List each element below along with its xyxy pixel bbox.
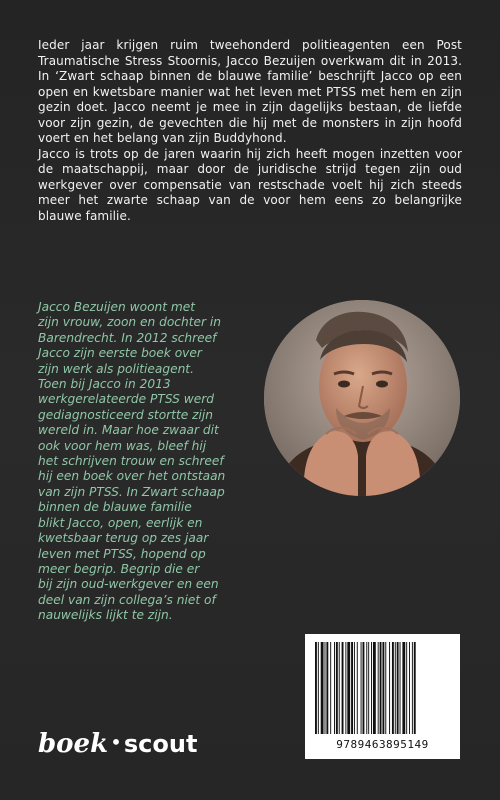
- barcode-bar: [380, 642, 382, 734]
- publisher-logo: [38, 727, 197, 759]
- blurb: [38, 38, 462, 224]
- barcode-bar: [412, 642, 413, 734]
- barcode-bar: [351, 642, 353, 734]
- bio-line: gediagnosticeerd stortte zijn: [38, 407, 213, 422]
- barcode-bar: [339, 642, 340, 734]
- barcode-bar: [414, 642, 416, 734]
- bio-line: deel van zijn collega’s niet of: [38, 592, 216, 607]
- bio-line: blikt Jacco, open, eerlijk en: [38, 515, 203, 530]
- bio-line: hij een boek over het ontstaan: [38, 469, 226, 484]
- barcode-bar: [357, 642, 358, 734]
- barcode-bar: [373, 642, 376, 734]
- barcode-bar: [345, 642, 346, 734]
- barcode-bar: [378, 642, 379, 734]
- barcode-bar: [354, 642, 355, 734]
- bio-line: wereld in. Maar hoe zwaar dit: [38, 423, 219, 438]
- barcode-bars: [315, 642, 450, 734]
- barcode-bar: [336, 642, 338, 734]
- barcode-bar: [342, 642, 344, 734]
- bio-line: zijn werk als politieagent.: [38, 361, 194, 376]
- barcode-bar: [363, 642, 365, 734]
- bio-line: ook voor hem was, bleef hij: [38, 438, 207, 453]
- barcode-bar: [389, 642, 390, 734]
- publisher-logo-part1: boek: [38, 729, 109, 759]
- blurb-paragraph-1: Ieder jaar krijgen ruim tweehonderd politieagenten een Post Traumatische Stress Stoornis, Jacco Bezuijen overkwam dit in 2013. In ‘Zwart schaap binnen de blauwe familie’ beschrijft Jacco op een open en kwetsbare manier wat het leven met PTSS met hem en zijn gezin doet. Jacco neemt je mee in zijn dagelijks bestaan, de liefde voor zijn gezin, de gevechten die hij met de monsters in zijn hoofd voert en het belang van zijn Buddyhond.: [38, 38, 462, 145]
- barcode-bar: [325, 642, 326, 734]
- blurb-paragraph-2: Jacco is trots op de jaren waarin hij zich heeft mogen inzetten voor de maatschappij, maar door de juridische strijd tegen zijn oud werkgever over compensatie van restschade voelt hij zich steeds meer het zwarte schaap van de voor hem eens zo belangrijke blauwe familie.: [38, 146, 462, 223]
- bio-line: Jacco zijn eerste boek over: [38, 346, 202, 361]
- bio-line: werkgerelateerde PTSS werd: [38, 392, 214, 407]
- barcode-bar: [315, 642, 317, 734]
- barcode-bar: [318, 642, 319, 734]
- publisher-logo-part2: scout: [123, 730, 198, 758]
- barcode-bar: [326, 642, 328, 734]
- barcode-bar: [361, 642, 362, 734]
- barcode-bar: [366, 642, 367, 734]
- barcode-bar: [406, 642, 407, 734]
- bio-line: van zijn PTSS. In Zwart schaap: [38, 484, 225, 499]
- barcode-bar: [334, 642, 335, 734]
- publisher-logo-dot: •: [110, 730, 122, 754]
- author-bio: [38, 300, 268, 624]
- bio-line: Barendrecht. In 2012 schreef: [38, 330, 217, 345]
- barcode-bar: [409, 642, 410, 734]
- bio-line: Jacco Bezuijen woont met: [38, 300, 196, 314]
- bio-line: zijn vrouw, zoon en dochter in: [38, 315, 222, 330]
- barcode-bar: [395, 642, 396, 734]
- bio-line: kwetsbaar terug op zes jaar: [38, 531, 209, 546]
- barcode-bar: [397, 642, 399, 734]
- author-portrait: [264, 300, 460, 496]
- author-photo-illustration: [264, 300, 460, 496]
- bio-line: leven met PTSS, hopend op: [38, 546, 206, 561]
- bio-line: bij zijn oud-werkgever en een: [38, 577, 219, 592]
- bio-line: het schrijven trouw en schreef: [38, 454, 224, 469]
- barcode-bar: [321, 642, 324, 734]
- isbn-barcode: [305, 634, 460, 759]
- barcode-bar: [330, 642, 331, 734]
- isbn-number: 9789463895149: [336, 738, 429, 751]
- bio-line: meer begrip. Begrip die er: [38, 561, 200, 576]
- barcode-bar: [368, 642, 369, 734]
- barcode-bar: [382, 642, 384, 734]
- barcode-bar: [347, 642, 350, 734]
- bio-line: Toen bij Jacco in 2013: [38, 377, 171, 392]
- barcode-bar: [371, 642, 372, 734]
- bio-line: binnen de blauwe familie: [38, 500, 192, 515]
- barcode-bar: [402, 642, 405, 734]
- barcode-bar: [392, 642, 394, 734]
- barcode-bar: [400, 642, 401, 734]
- barcode-bar: [385, 642, 386, 734]
- bio-line: nauwelijks lijkt te zijn.: [38, 608, 173, 623]
